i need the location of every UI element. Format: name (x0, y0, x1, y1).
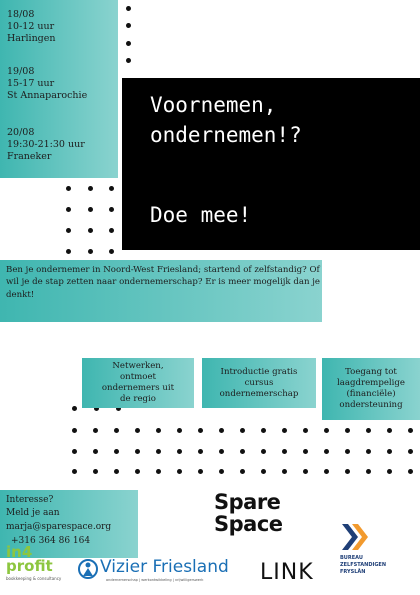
decor-dot (72, 428, 77, 433)
decor-dot (345, 469, 350, 474)
decor-dot (219, 449, 224, 454)
decor-dot (109, 186, 114, 191)
decor-dot (88, 207, 93, 212)
decor-dot (324, 469, 329, 474)
sparespace-logo-line1: Spare (214, 490, 281, 514)
event-time: 19:30-21:30 uur (7, 139, 85, 150)
decor-dot (114, 449, 119, 454)
contact-phone[interactable]: +316 364 86 164 (11, 536, 91, 546)
decor-dot (198, 428, 203, 433)
event-date: 18/08 (7, 9, 35, 20)
contact-question: Interesse? (6, 495, 54, 505)
decor-dot (126, 41, 131, 46)
event-time: 15-17 uur (7, 78, 55, 89)
event-place: Harlingen (7, 33, 56, 44)
decor-dot (219, 428, 224, 433)
decor-dot (114, 469, 119, 474)
benefit-course (202, 358, 316, 408)
decor-dot (135, 449, 140, 454)
decor-dot (156, 428, 161, 433)
event-harlingen (7, 9, 56, 45)
benefit-text: Introductie gratis cursus ondernemerschap (219, 366, 299, 399)
decor-dot (88, 186, 93, 191)
in4profit-logo (6, 545, 72, 587)
intro-text: Ben je ondernemer in Noord-West Friesland; startend of zelfstandig? Of wil je de stap zetten naar ondernemerschap? Er is meer mogelijk dan je denkt! (6, 265, 321, 300)
bureau-line2: ZELFSTANDIGEN (340, 562, 387, 568)
decor-dot (93, 428, 98, 433)
decor-dot (219, 469, 224, 474)
decor-dot (177, 469, 182, 474)
in4profit-logo-line2: profit (6, 557, 53, 575)
benefit-support (322, 358, 420, 420)
decor-dot (72, 406, 77, 411)
decor-dot (66, 249, 71, 254)
decor-dot (198, 469, 203, 474)
decor-dot (303, 428, 308, 433)
decor-dot (261, 449, 266, 454)
decor-dot (408, 469, 413, 474)
call-to-action: Doe mee! (150, 203, 252, 227)
benefit-text: Netwerken, ontmoet ondernemers uit de regio (101, 361, 175, 404)
decor-dot (303, 449, 308, 454)
decor-dot (366, 469, 371, 474)
decor-dot (324, 449, 329, 454)
benefit-networking (82, 358, 194, 408)
decor-dot (303, 469, 308, 474)
decor-dot (88, 228, 93, 233)
bureau-zelfstandigen-logo (338, 522, 418, 590)
decor-dot (198, 449, 203, 454)
vizier-tagline: ondernemerschap | werkontwikkeling | vrijwilligerswerk (106, 578, 204, 582)
event-date: 19/08 (7, 66, 35, 77)
bureau-line3: FRYSLÂN (340, 569, 366, 575)
contact-signup: Meld je aan (6, 508, 60, 518)
decor-dot (282, 469, 287, 474)
decor-dot (282, 428, 287, 433)
decor-dot (261, 469, 266, 474)
decor-dot (93, 469, 98, 474)
decor-dot (66, 207, 71, 212)
decor-dot (282, 449, 287, 454)
in4profit-logo-line1: in4 (6, 543, 33, 561)
decor-dot (324, 428, 329, 433)
decor-dot (114, 428, 119, 433)
decor-dot (345, 449, 350, 454)
intro-panel (0, 260, 322, 322)
decor-dot (366, 449, 371, 454)
event-time: 10-12 uur (7, 21, 55, 32)
benefit-text: Toegang tot laagdrempelige (financiële) ondersteuning (336, 367, 405, 410)
decor-dot (240, 428, 245, 433)
decor-dot (156, 449, 161, 454)
decor-dot (240, 449, 245, 454)
vizier-figure-icon (78, 558, 98, 580)
decor-dot (156, 469, 161, 474)
contact-email[interactable]: marja@sparespace.org (6, 522, 112, 532)
decor-dot (72, 469, 77, 474)
sparespace-logo (214, 491, 304, 537)
headline: Voornemen, ondernemen!? (150, 93, 302, 147)
decor-dot (261, 428, 266, 433)
decor-dot (109, 228, 114, 233)
decor-dot (408, 449, 413, 454)
decor-dot (240, 469, 245, 474)
decor-dot (126, 23, 131, 28)
decor-dot (72, 449, 77, 454)
decor-dot (177, 449, 182, 454)
event-place: Franeker (7, 151, 52, 162)
link-logo: LINK (260, 560, 314, 585)
decor-dot (126, 58, 131, 63)
event-date: 20/08 (7, 127, 35, 138)
event-dates-panel (0, 0, 118, 178)
bureau-chevron-icon (340, 522, 372, 552)
decor-dot (177, 428, 182, 433)
bureau-line1: BUREAU (340, 555, 363, 561)
vizier-wordmark: Vizier Friesland (100, 557, 229, 577)
decor-dot (387, 428, 392, 433)
vizier-friesland-logo (78, 556, 254, 588)
decor-dot (66, 228, 71, 233)
event-place: St Annaparochie (7, 90, 88, 101)
decor-dot (126, 6, 131, 11)
event-st-annaparochie (7, 66, 87, 102)
decor-dot (66, 186, 71, 191)
decor-dot (366, 428, 371, 433)
decor-dot (135, 469, 140, 474)
decor-dot (109, 207, 114, 212)
decor-dot (109, 249, 114, 254)
decor-dot (387, 469, 392, 474)
decor-dot (135, 428, 140, 433)
headline-box (122, 78, 420, 250)
decor-dot (408, 428, 413, 433)
decor-dot (93, 449, 98, 454)
sparespace-logo-line2: Space (214, 512, 283, 536)
event-franeker (7, 127, 85, 163)
decor-dot (88, 249, 93, 254)
in4profit-tagline: bookkeeping & consultancy (6, 576, 62, 581)
decor-dot (387, 449, 392, 454)
decor-dot (345, 428, 350, 433)
